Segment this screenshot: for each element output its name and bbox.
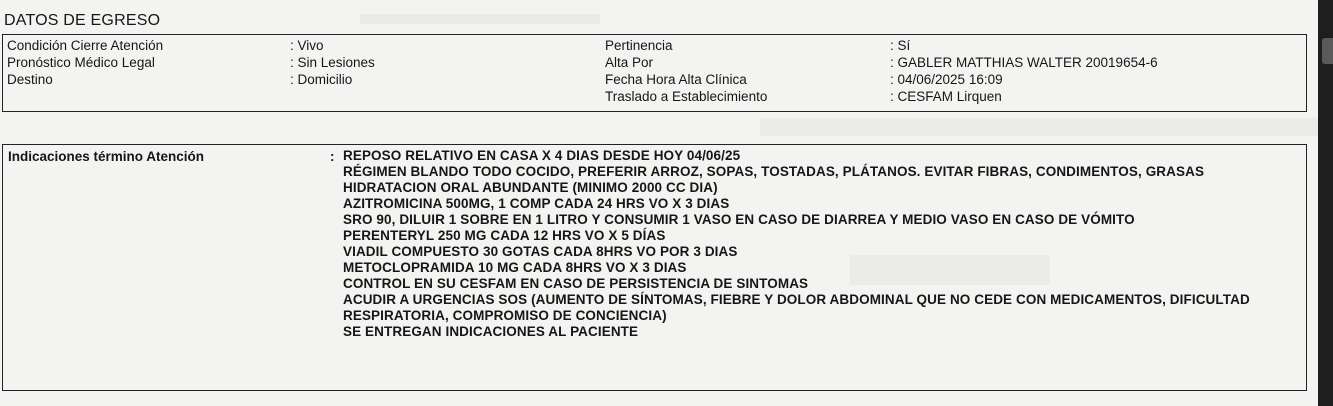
indicacion-line: HIDRATACION ORAL ABUNDANTE (MINIMO 2000 CC DIA)	[343, 180, 718, 195]
field-value: : Domicilio	[290, 72, 353, 87]
field-value: : Vivo	[290, 38, 324, 53]
indicaciones-box	[2, 144, 1307, 391]
indicacion-line: ACUDIR A URGENCIAS SOS (AUMENTO DE SÍNTOMAS, FIEBRE Y DOLOR ABDOMINAL QUE NO CEDE CON MEDICAMENTOS, DIFICULTAD RESPIRATORIA, COMPROMISO DE CONCIENCIA)	[343, 292, 1250, 323]
indicaciones-label: Indicaciones término Atención	[8, 149, 205, 164]
indicacion-line: SE ENTREGAN INDICACIONES AL PACIENTE	[343, 324, 639, 339]
field-label: Traslado a Establecimiento	[605, 89, 768, 104]
indicacion-line: METOCLOPRAMIDA 10 MG CADA 8HRS VO X 3 DIAS	[343, 260, 687, 275]
field-label: Condición Cierre Atención	[7, 38, 164, 53]
field-value: : GABLER MATTHIAS WALTER 20019654-6	[890, 55, 1158, 70]
indicacion-line: VIADIL COMPUESTO 30 GOTAS CADA 8HRS VO POR 3 DIAS	[343, 244, 738, 259]
egreso-box	[2, 34, 1307, 112]
field-value: : Sí	[890, 38, 911, 53]
indicacion-line: SRO 90, DILUIR 1 SOBRE EN 1 LITRO Y CONSUMIR 1 VASO EN CASO DE DIARREA Y MEDIO VASO EN CASO DE VÓMITO	[343, 212, 1135, 227]
field-value: : Sin Lesiones	[290, 55, 375, 70]
field-label: Destino	[7, 72, 53, 87]
indicacion-line: REPOSO RELATIVO EN CASA X 4 DIAS DESDE HOY 04/06/25	[343, 148, 741, 163]
field-label: Fecha Hora Alta Clínica	[605, 72, 747, 87]
field-label: Pertinencia	[605, 38, 673, 53]
indicacion-line: RÉGIMEN BLANDO TODO COCIDO, PREFERIR ARROZ, SOPAS, TOSTADAS, PLÁTANOS. EVITAR FIBRAS, CONDIMENTOS, GRASAS	[343, 164, 1205, 179]
scan-edge-tab	[1322, 38, 1333, 64]
field-label: Alta Por	[605, 55, 654, 70]
indicacion-line: PERENTERYL 250 MG CADA 12 HRS VO X 5 DÍAS	[343, 228, 666, 243]
indicacion-line: AZITROMICINA 500MG, 1 COMP CADA 24 HRS VO X 3 DIAS	[343, 196, 730, 211]
section-title: DATOS DE EGRESO	[4, 12, 161, 29]
indicaciones-colon: :	[330, 149, 335, 164]
field-value: : CESFAM Lirquen	[890, 89, 1002, 104]
indicacion-line: CONTROL EN SU CESFAM EN CASO DE PERSISTENCIA DE SINTOMAS	[343, 276, 809, 291]
show-through-artifact	[760, 118, 1320, 136]
field-label: Pronóstico Médico Legal	[7, 55, 155, 70]
show-through-artifact	[360, 14, 600, 24]
field-value: : 04/06/2025 16:09	[890, 72, 1003, 87]
indicaciones-list	[343, 148, 1298, 340]
